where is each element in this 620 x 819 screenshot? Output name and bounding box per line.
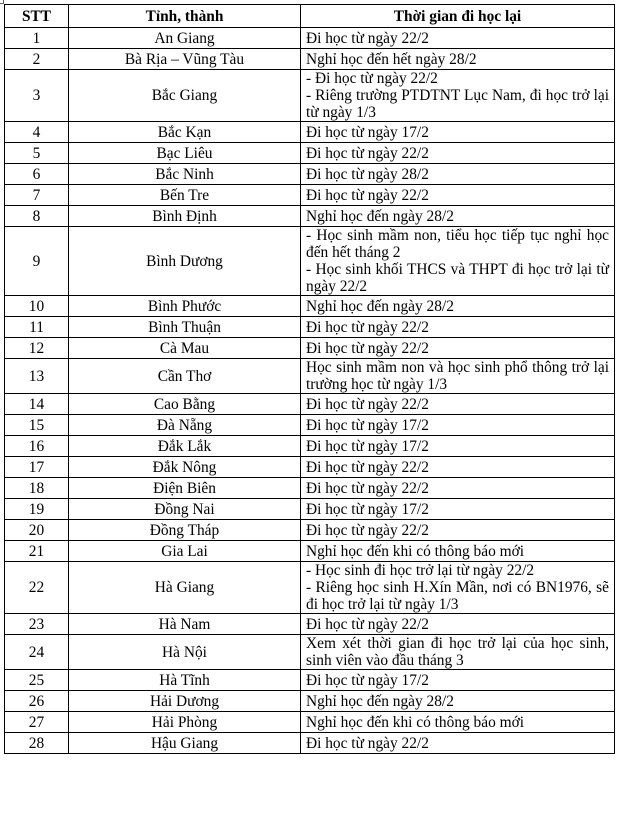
table-row bbox=[5, 206, 615, 227]
row-stt: 20 bbox=[5, 520, 69, 541]
row-return-time bbox=[301, 359, 615, 394]
row-return-time bbox=[301, 635, 615, 670]
row-stt: 27 bbox=[5, 712, 69, 733]
row-province: Bến Tre bbox=[69, 185, 301, 206]
table-row bbox=[5, 499, 615, 520]
row-province: Điện Biên bbox=[69, 478, 301, 499]
return-time-line: Xem xét thời gian đi học trở lại của học sinh, sinh viên vào đầu tháng 3 bbox=[306, 635, 609, 669]
return-time-line: Học sinh mầm non và học sinh phổ thông trở lại trường học từ ngày 1/3 bbox=[306, 359, 609, 393]
row-province: Bình Dương bbox=[69, 227, 301, 296]
row-stt: 26 bbox=[5, 691, 69, 712]
table-row bbox=[5, 122, 615, 143]
table-row bbox=[5, 227, 615, 296]
row-return-time bbox=[301, 520, 615, 541]
row-stt: 7 bbox=[5, 185, 69, 206]
table-row bbox=[5, 670, 615, 691]
row-return-time bbox=[301, 733, 615, 754]
row-province: Bình Phước bbox=[69, 296, 301, 317]
row-return-time bbox=[301, 164, 615, 185]
row-return-time bbox=[301, 541, 615, 562]
table-row bbox=[5, 338, 615, 359]
row-province: Gia Lai bbox=[69, 541, 301, 562]
header-stt: STT bbox=[5, 5, 69, 28]
table-row bbox=[5, 296, 615, 317]
row-stt: 3 bbox=[5, 70, 69, 122]
row-stt: 6 bbox=[5, 164, 69, 185]
row-return-time bbox=[301, 614, 615, 635]
row-province: Bà Rịa – Vũng Tàu bbox=[69, 49, 301, 70]
row-return-time bbox=[301, 338, 615, 359]
row-stt: 19 bbox=[5, 499, 69, 520]
table-row bbox=[5, 562, 615, 614]
table-row bbox=[5, 394, 615, 415]
return-time-line: Đi học từ ngày 17/2 bbox=[306, 437, 429, 455]
return-time-line: Nghỉ học đến ngày 28/2 bbox=[306, 297, 454, 315]
table-row bbox=[5, 359, 615, 394]
row-province: Bắc Ninh bbox=[69, 164, 301, 185]
return-time-line: Nghỉ học đến khi có thông báo mới bbox=[306, 713, 525, 731]
table-row bbox=[5, 49, 615, 70]
row-stt: 1 bbox=[5, 28, 69, 49]
row-return-time bbox=[301, 227, 615, 296]
row-province: Đồng Nai bbox=[69, 499, 301, 520]
return-time-line: - Học sinh đi học trở lại từ ngày 22/2 bbox=[306, 562, 535, 579]
table-row bbox=[5, 520, 615, 541]
return-time-line: Đi học từ ngày 22/2 bbox=[306, 339, 429, 357]
return-time-line: Đi học từ ngày 22/2 bbox=[306, 734, 429, 752]
row-province: Bình Thuận bbox=[69, 317, 301, 338]
table-row bbox=[5, 712, 615, 733]
document-page bbox=[4, 4, 615, 754]
return-time-line: Nghỉ học đến khi có thông báo mới bbox=[306, 542, 525, 560]
row-stt: 4 bbox=[5, 122, 69, 143]
return-time-line: Đi học từ ngày 22/2 bbox=[306, 318, 429, 336]
return-time-line: Đi học từ ngày 17/2 bbox=[306, 500, 429, 518]
table-row bbox=[5, 143, 615, 164]
row-return-time bbox=[301, 478, 615, 499]
row-stt: 12 bbox=[5, 338, 69, 359]
row-return-time bbox=[301, 185, 615, 206]
return-time-line: Đi học từ ngày 22/2 bbox=[306, 615, 429, 633]
row-return-time bbox=[301, 562, 615, 614]
row-stt: 23 bbox=[5, 614, 69, 635]
row-province: An Giang bbox=[69, 28, 301, 49]
table-row bbox=[5, 28, 615, 49]
row-stt: 28 bbox=[5, 733, 69, 754]
row-stt: 17 bbox=[5, 457, 69, 478]
row-stt: 11 bbox=[5, 317, 69, 338]
table-row bbox=[5, 733, 615, 754]
row-province: Đắk Lắk bbox=[69, 436, 301, 457]
return-time-line: Đi học từ ngày 22/2 bbox=[306, 479, 429, 497]
table-row bbox=[5, 614, 615, 635]
row-return-time bbox=[301, 712, 615, 733]
row-return-time bbox=[301, 70, 615, 122]
row-stt: 15 bbox=[5, 415, 69, 436]
table-row bbox=[5, 164, 615, 185]
row-province: Bạc Liêu bbox=[69, 143, 301, 164]
row-return-time bbox=[301, 317, 615, 338]
return-time-line: Đi học từ ngày 22/2 bbox=[306, 521, 429, 539]
table-row bbox=[5, 70, 615, 122]
row-province: Cà Mau bbox=[69, 338, 301, 359]
return-time-line: - Riêng học sinh H.Xín Mần, nơi có BN1976, sẽ đi học trở lại từ ngày 1/3 bbox=[306, 579, 609, 613]
row-stt: 22 bbox=[5, 562, 69, 614]
row-return-time bbox=[301, 143, 615, 164]
table-row bbox=[5, 691, 615, 712]
return-time-line: - Học sinh khối THCS và THPT đi học trở lại từ ngày 22/2 bbox=[306, 261, 609, 295]
row-return-time bbox=[301, 415, 615, 436]
row-province: Hà Tĩnh bbox=[69, 670, 301, 691]
return-time-line: Nghỉ học đến ngày 28/2 bbox=[306, 692, 454, 710]
row-return-time bbox=[301, 457, 615, 478]
row-return-time bbox=[301, 499, 615, 520]
return-time-line: - Đi học từ ngày 22/2 bbox=[306, 70, 438, 87]
row-return-time bbox=[301, 122, 615, 143]
table-row bbox=[5, 317, 615, 338]
row-province: Bắc Giang bbox=[69, 70, 301, 122]
return-time-line: Đi học từ ngày 22/2 bbox=[306, 144, 429, 162]
row-return-time bbox=[301, 49, 615, 70]
row-stt: 21 bbox=[5, 541, 69, 562]
return-time-line: - Học sinh mầm non, tiểu học tiếp tục nghỉ học đến hết tháng 2 bbox=[306, 227, 609, 261]
table-row bbox=[5, 635, 615, 670]
table-row bbox=[5, 457, 615, 478]
table-row bbox=[5, 478, 615, 499]
row-province: Hải Dương bbox=[69, 691, 301, 712]
row-return-time bbox=[301, 28, 615, 49]
row-province: Hà Nam bbox=[69, 614, 301, 635]
return-time-line: Đi học từ ngày 17/2 bbox=[306, 671, 429, 689]
row-province: Bắc Kạn bbox=[69, 122, 301, 143]
row-province: Hà Nội bbox=[69, 635, 301, 670]
row-province: Hải Phòng bbox=[69, 712, 301, 733]
return-time-line: Đi học từ ngày 28/2 bbox=[306, 165, 429, 183]
row-province: Đà Nẵng bbox=[69, 415, 301, 436]
row-stt: 18 bbox=[5, 478, 69, 499]
row-stt: 14 bbox=[5, 394, 69, 415]
row-stt: 9 bbox=[5, 227, 69, 296]
return-time-line: - Riêng trường PTDTNT Lục Nam, đi học trở lại từ ngày 1/3 bbox=[306, 87, 609, 121]
table-row bbox=[5, 541, 615, 562]
row-province: Hà Giang bbox=[69, 562, 301, 614]
row-return-time bbox=[301, 670, 615, 691]
header-return-time: Thời gian đi học lại bbox=[301, 5, 615, 28]
row-stt: 25 bbox=[5, 670, 69, 691]
row-stt: 8 bbox=[5, 206, 69, 227]
table-body bbox=[5, 28, 615, 754]
return-time-line: Đi học từ ngày 17/2 bbox=[306, 416, 429, 434]
return-time-line: Nghỉ học đến hết ngày 28/2 bbox=[306, 50, 477, 68]
return-time-line: Đi học từ ngày 22/2 bbox=[306, 458, 429, 476]
table-row bbox=[5, 436, 615, 457]
row-return-time bbox=[301, 691, 615, 712]
row-stt: 24 bbox=[5, 635, 69, 670]
row-province: Hậu Giang bbox=[69, 733, 301, 754]
school-reopening-table bbox=[4, 4, 615, 754]
row-stt: 13 bbox=[5, 359, 69, 394]
row-return-time bbox=[301, 206, 615, 227]
row-province: Cần Thơ bbox=[69, 359, 301, 394]
row-stt: 10 bbox=[5, 296, 69, 317]
return-time-line: Đi học từ ngày 22/2 bbox=[306, 186, 429, 204]
table-header-row bbox=[5, 5, 615, 28]
row-province: Bình Định bbox=[69, 206, 301, 227]
row-province: Đồng Tháp bbox=[69, 520, 301, 541]
return-time-line: Đi học từ ngày 22/2 bbox=[306, 29, 429, 47]
row-stt: 5 bbox=[5, 143, 69, 164]
return-time-line: Đi học từ ngày 17/2 bbox=[306, 123, 429, 141]
return-time-line: Nghỉ học đến ngày 28/2 bbox=[306, 207, 454, 225]
header-province: Tỉnh, thành bbox=[69, 5, 301, 28]
row-return-time bbox=[301, 296, 615, 317]
row-return-time bbox=[301, 436, 615, 457]
row-stt: 2 bbox=[5, 49, 69, 70]
row-province: Đắk Nông bbox=[69, 457, 301, 478]
table-row bbox=[5, 185, 615, 206]
row-stt: 16 bbox=[5, 436, 69, 457]
table-row bbox=[5, 415, 615, 436]
row-province: Cao Bằng bbox=[69, 394, 301, 415]
row-return-time bbox=[301, 394, 615, 415]
return-time-line: Đi học từ ngày 22/2 bbox=[306, 395, 429, 413]
